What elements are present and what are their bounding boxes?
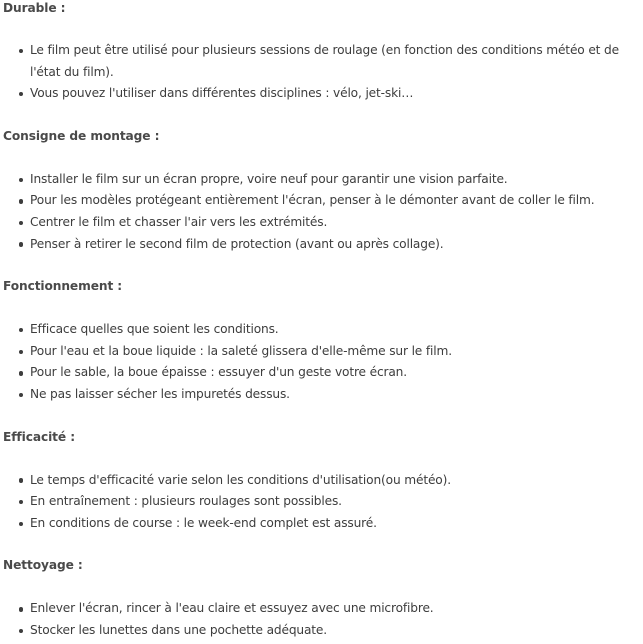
section-nettoyage <box>3 557 633 641</box>
section-heading-consigne-de-montage: Consigne de montage : <box>3 128 160 143</box>
list-item: En entraînement : plusieurs roulages sont possibles. <box>3 491 633 513</box>
list-item: Pour le sable, la boue épaisse : essuyer d'un geste votre écran. <box>3 362 633 384</box>
list-item: Stocker les lunettes dans une pochette adéquate. <box>3 620 633 642</box>
list-item: Installer le film sur un écran propre, voire neuf pour garantir une vision parfaite. <box>3 169 633 191</box>
list-item: Le film peut être utilisé pour plusieurs sessions de roulage (en fonction des conditions météo et de l'état du film). <box>3 40 633 83</box>
section-heading-durable: Durable : <box>3 1 66 15</box>
bullet-list-efficacite <box>3 470 633 535</box>
bullet-list-consigne-de-montage <box>3 169 633 255</box>
list-item: Centrer le film et chasser l'air vers les extrémités. <box>3 212 633 234</box>
section-heading-efficacite: Efficacité : <box>3 429 75 444</box>
bullet-list-fonctionnement <box>3 319 633 405</box>
list-item: Ne pas laisser sécher les impuretés dessus. <box>3 384 633 406</box>
list-item: Vous pouvez l'utiliser dans différentes disciplines : vélo, jet-ski… <box>3 83 633 105</box>
list-item: Efficace quelles que soient les conditions. <box>3 319 633 341</box>
list-item: En conditions de course : le week-end complet est assuré. <box>3 513 633 535</box>
bullet-list-nettoyage <box>3 598 633 641</box>
bullet-list-durable <box>3 40 633 105</box>
list-item: Pour les modèles protégeant entièrement l'écran, penser à le démonter avant de coller le film. <box>3 190 633 212</box>
section-durable <box>3 0 633 105</box>
section-heading-fonctionnement: Fonctionnement : <box>3 279 123 294</box>
section-consigne-de-montage <box>3 128 633 255</box>
list-item: Penser à retirer le second film de protection (avant ou après collage). <box>3 234 633 256</box>
list-item: Le temps d'efficacité varie selon les conditions d'utilisation(ou météo). <box>3 470 633 492</box>
list-item: Pour l'eau et la boue liquide : la saleté glissera d'elle-même sur le film. <box>3 341 633 363</box>
section-heading-nettoyage: Nettoyage : <box>3 558 83 573</box>
list-item: Enlever l'écran, rincer à l'eau claire et essuyez avec une microfibre. <box>3 598 633 620</box>
section-fonctionnement <box>3 278 633 405</box>
section-efficacite <box>3 429 633 535</box>
